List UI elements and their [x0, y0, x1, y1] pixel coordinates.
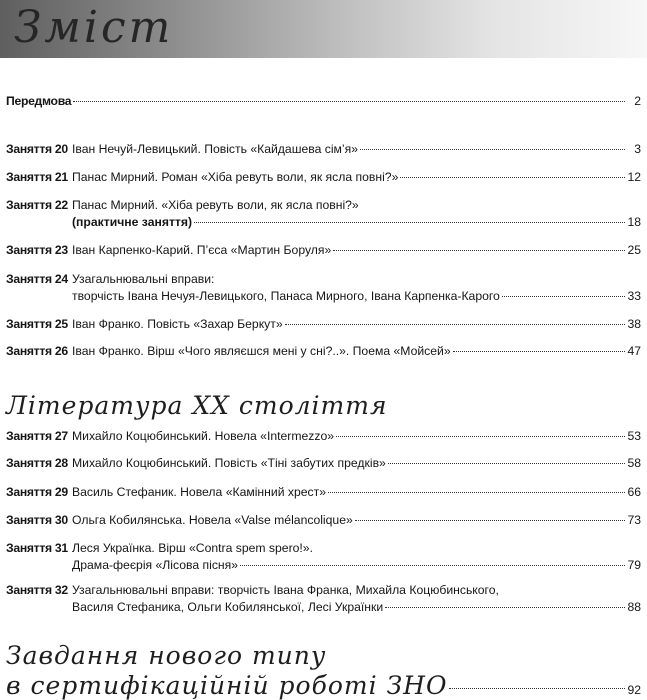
lesson-title: Іван Нечуй-Левицький. Повість «Кайдашева сім’я»: [72, 142, 359, 156]
lesson-number: Заняття 30: [6, 513, 68, 527]
page-number: 33: [627, 289, 641, 303]
lesson-title: Леся Українка. Вірш «Contra spem spero!».: [72, 541, 313, 555]
page-number: 12: [627, 170, 641, 184]
page-number: 2: [634, 94, 641, 108]
lesson-number: Заняття 27: [6, 429, 68, 443]
page-number: 3: [634, 142, 641, 156]
page-title: Зміст: [14, 2, 174, 53]
lesson-title: Узагальнювальні вправи:: [72, 272, 215, 286]
dot-leader: [336, 436, 625, 437]
toc-entry-32[interactable]: [6, 582, 641, 616]
lesson-number: Заняття 28: [6, 456, 68, 470]
lesson-title-continued: творчість Івана Нечуя-Левицького, Панаса Мирного, Івана Карпенка-Карого: [72, 289, 500, 303]
toc-entry-20[interactable]: [6, 141, 641, 158]
page-number: 53: [627, 429, 641, 443]
dot-leader: [449, 688, 625, 689]
page-number: 73: [627, 513, 641, 527]
page-number: 88: [627, 600, 641, 614]
lesson-title: Узагальнювальні вправи: творчість Івана Франка, Михайла Коцюбинського,: [72, 583, 499, 597]
preface-label: Передмова: [6, 94, 72, 108]
lesson-title: Іван Франко. Повість «Захар Беркут»: [72, 317, 283, 331]
lesson-title: Іван Карпенко-Карий. П’єса «Мартин Боруля»: [72, 243, 332, 257]
section-title-new-tasks: Завдання нового типу: [6, 641, 327, 670]
dot-leader: [355, 520, 625, 521]
lesson-title: Василь Стефаник. Новела «Камінний хрест»: [72, 485, 327, 499]
lesson-title-continued: Василя Стефаника, Ольги Кобилянської, Лесі Українки: [72, 600, 384, 614]
page-number: 58: [627, 456, 641, 470]
section-title-20th-century: Література ХХ століття: [6, 391, 388, 420]
lesson-number: Заняття 21: [6, 170, 68, 184]
lesson-title: Панас Мирний. Роман «Хіба ревуть воли, як ясла повні?»: [72, 170, 399, 184]
lesson-number: Заняття 23: [6, 243, 68, 257]
toc-entry-27[interactable]: [6, 428, 641, 445]
dot-leader: [333, 250, 625, 251]
lesson-title: Михайло Коцюбинський. Повість «Тіні забутих предків»: [72, 456, 386, 470]
toc-entry-21[interactable]: [6, 169, 641, 186]
lesson-title-continued: (практичне заняття): [72, 215, 193, 229]
dot-leader: [388, 463, 625, 464]
lesson-number: Заняття 25: [6, 317, 68, 331]
toc-entry-31[interactable]: [6, 540, 641, 574]
dot-leader: [240, 565, 625, 566]
lesson-number: Заняття 31: [6, 541, 68, 555]
lesson-number: Заняття 29: [6, 485, 68, 499]
toc-entry-30[interactable]: [6, 512, 641, 529]
toc-entry-zno[interactable]: [6, 672, 641, 700]
toc-entry-22[interactable]: [6, 197, 641, 231]
toc-entry-preface[interactable]: [6, 93, 641, 110]
toc-entry-26[interactable]: [6, 343, 641, 360]
page-number: 25: [627, 243, 641, 257]
lesson-number: Заняття 24: [6, 272, 68, 286]
dot-leader: [453, 351, 625, 352]
title-band: [0, 0, 647, 58]
page-number: 38: [627, 317, 641, 331]
dot-leader: [328, 492, 625, 493]
dot-leader: [400, 177, 625, 178]
dot-leader: [285, 324, 625, 325]
lesson-number: Заняття 22: [6, 198, 68, 212]
toc-entry-29[interactable]: [6, 484, 641, 501]
lesson-title-continued: Драма-феєрія «Лісова пісня»: [72, 558, 239, 572]
toc-entry-28[interactable]: [6, 455, 641, 472]
toc-entry-23[interactable]: [6, 242, 641, 259]
dot-leader: [73, 101, 625, 102]
lesson-title: Ольга Кобилянська. Новела «Valse mélancolique»: [72, 513, 353, 527]
dot-leader: [194, 222, 625, 223]
lesson-title: Панас Мирний. «Хіба ревуть воли, як ясла повні?»: [72, 198, 359, 212]
lesson-number: Заняття 26: [6, 344, 68, 358]
dot-leader: [360, 149, 625, 150]
toc-entry-25[interactable]: [6, 316, 641, 333]
lesson-number: Заняття 32: [6, 583, 68, 597]
lesson-title: Михайло Коцюбинський. Новела «Intermezzo»: [72, 429, 335, 443]
dot-leader: [385, 607, 625, 608]
toc-entry-24[interactable]: [6, 271, 641, 305]
page-number: 92: [627, 683, 641, 697]
section-title-zno: в сертифікаційній роботі ЗНО: [6, 671, 448, 700]
page-number: 18: [627, 215, 641, 229]
lesson-title: Іван Франко. Вірш «Чого являєшся мені у сні?..». Поема «Мойсей»: [72, 344, 451, 358]
page-number: 79: [627, 558, 641, 572]
page-number: 66: [627, 485, 641, 499]
lesson-number: Заняття 20: [6, 142, 68, 156]
dot-leader: [502, 296, 625, 297]
page-number: 47: [627, 344, 641, 358]
